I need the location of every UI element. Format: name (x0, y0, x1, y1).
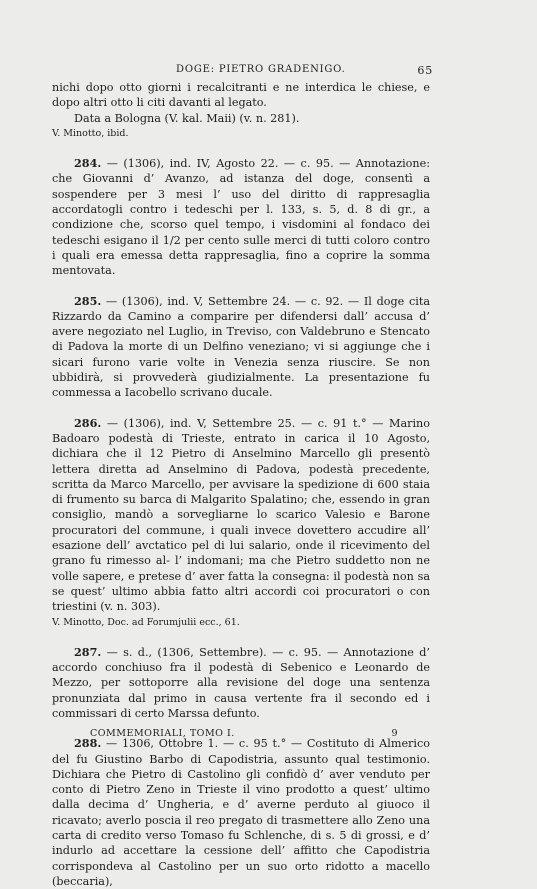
source-line: V. Minotto, ibid. (52, 127, 129, 139)
entry-286 (52, 416, 430, 615)
continuation-paragraph: nichi dopo otto giorni i recalcitranti e ne interdica le chiese, e dopo altri otto li citi davanti al legato. (52, 81, 430, 110)
page-number: 65 (417, 64, 433, 77)
entry-text: — (1306), ind. V, Settembre 24. — c. 92. — Il doge cita Rizzardo da Camino a comparire per difendersi dall’ accusa d’ avere negoziato nel Luglio, in Treviso, con Valdebruno e Stencato di Padova la morte di un Delfino veneziano; vi si aggiunge che i sicari furono varie volte in Venezia senza riuscire. Se non ubbidirà, si provvederà giudizialmente. La presentazione fu commessa a Iacobello scrivano ducale. (52, 294, 430, 400)
entry-284 (52, 156, 430, 278)
entry-text: — 1306, Ottobre 1. — c. 95 t.° — Costituto di Almerico del fu Giustino Barbo di Capodistria, assunto qual testimonio. Dichiara che Pietro di Castolino gli confidò d’ aver venduto per conto di Pietro Zeno in Trieste il vino prodotto a quest’ ultimo dalla decima d’ Ungheria, e d’ averne perduto al giuoco il ricavato; averlo poscia il reo pregato di trasmettere allo Zeno una carta di credito verso Tomaso fu Schlenche, di s. 5 di grossi, e d’ indurlo ad accettare la cessione dell’ affitto che Capodistria corrispondeva al Castolino per un suo orto ridotto a macello (beccaria), (52, 737, 430, 888)
entry-number: 287. (74, 644, 102, 659)
date-line: Data a Bologna (V. kal. Maii) (v. n. 281). (74, 111, 300, 125)
page-footer (52, 728, 432, 742)
entry-number: 286. (74, 415, 102, 430)
entry-285 (52, 294, 430, 401)
running-head (0, 64, 537, 78)
entry-number: 284. (74, 156, 102, 171)
entry-text: — s. d., (1306, Settembre). — c. 95. — Annotazione d’ accordo conchiuso fra il podestà di Sebenico e Leonardo de Mezzo, per sottoporre alla revisione del doge una sentenza pronunziata dal primo in causa vertente fra il secondo ed i commissari di certo Marssa defunto. (52, 645, 430, 720)
source-line: V. Minotto, Doc. ad Forumjulii ecc., 61. (52, 616, 240, 628)
running-head-title: DOGE: PIETRO GRADENIGO. (176, 64, 346, 75)
entry-number: 285. (74, 293, 102, 308)
footer-volume: COMMEMORIALI, TOMO I. (90, 728, 235, 739)
body-text (52, 80, 430, 889)
entry-number: 288. (74, 736, 102, 751)
footer-signature: 9 (391, 728, 398, 739)
entry-text: — (1306), ind. IV, Agosto 22. — c. 95. — Annotazione: che Giovanni d’ Avanzo, ad istanza del doge, consentì a sospendere per 3 mesi l’ uso del diritto di rappresaglia accordatogli contro i tedeschi per l. 133, s. 5, d. 8 di gr., a condizione che, scorso quel tempo, i visdomini al fondaco dei tedeschi esigano il 1/2 per cento sulle merci di tutti coloro contro i quali era emessa detta rappresaglia, fino a coprire la somma mentovata. (52, 157, 430, 278)
entry-288 (52, 736, 430, 889)
entry-287 (52, 645, 430, 721)
entry-text: — (1306), ind. V, Settembre 25. — c. 91 t.° — Marino Badoaro podestà di Trieste, entrato in carica il 10 Agosto, dichiara che il 12 Pietro di Anselmino Marcello gli presentò lettera diretta ad Anselmino di Padova, podestà precedente, scritta da Marco Marcello, per avvisare la spedizione di 600 staia di frumento su barca di Malgarito Spalatino; che, essendo in gran consiglio, mandò a sorvegliarne lo scarico Valesio e Barone procuratori del commune, i quali invece dovettero accudire all’ esazione dell’ avctatico pel di lui salario, onde il ricevimento del grano fu rimesso al- l’ indomani; ma che Pietro suddetto non ne volle sapere, e pretese d’ aver fatta la consegna: il podestà non sa se quest’ ultimo abbia fatto altri accordi coi procuratori o con triestini (v. n. 303). (52, 416, 430, 614)
